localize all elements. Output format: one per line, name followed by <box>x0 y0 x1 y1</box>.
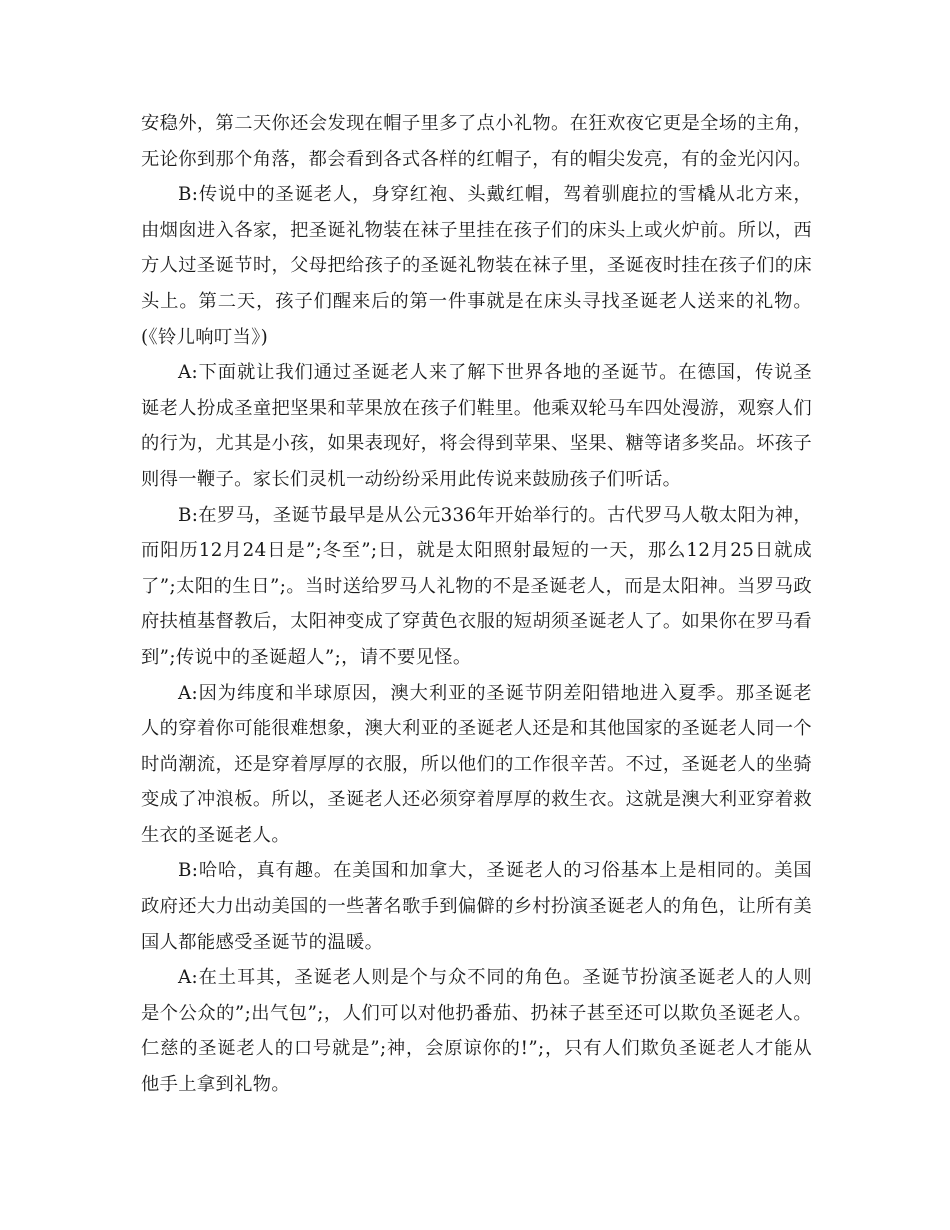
paragraph-b-rome: B:在罗马，圣诞节最早是从公元336年开始举行的。古代罗马人敬太阳为神，而阳历12月24日是”;冬至”;日，就是太阳照射最短的一天，那么12月25日就成了”;太阳的生日”;。当时送给罗马人礼物的不是圣诞老人，而是太阳神。当罗马政府扶植基督教后，太阳神变成了穿黄色衣服的短胡须圣诞老人了。如果你在罗马看到”;传说中的圣诞超人”;，请不要见怪。 <box>141 504 812 668</box>
paragraph-a-turkey: A:在土耳其，圣诞老人则是个与众不同的角色。圣诞节扮演圣诞老人的人则是个公众的”;出气包”;，人们可以对他扔番茄、扔袜子甚至还可以欺负圣诞老人。仁慈的圣诞老人的口号就是”;神，会原谅你的!”;，只有人们欺负圣诞老人才能从他手上拿到礼物。 <box>141 967 812 1096</box>
paragraph-b-santa-legend: B:传说中的圣诞老人，身穿红袍、头戴红帽，驾着驯鹿拉的雪橇从北方来，由烟囱进入各家，把圣诞礼物装在袜子里挂在孩子们的床头上或火炉前。所以，西方人过圣诞节时，父母把给孩子的圣诞礼物装在袜子里，圣诞夜时挂在孩子们的床头上。第二天，孩子们醒来后的第一件事就是在床头寻找圣诞老人送来的礼物。(《铃儿响叮当》) <box>141 184 812 348</box>
paragraph-a-germany: A:下面就让我们通过圣诞老人来了解下世界各地的圣诞节。在德国，传说圣诞老人扮成圣童把坚果和苹果放在孩子们鞋里。他乘双轮马车四处漫游，观察人们的行为，尤其是小孩，如果表现好，将会得到苹果、坚果、糖等诸多奖品。坏孩子则得一鞭子。家长们灵机一动纷纷采用此传说来鼓励孩子们听话。 <box>141 362 812 490</box>
paragraph-b-usa-canada: B:哈哈，真有趣。在美国和加拿大，圣诞老人的习俗基本上是相同的。美国政府还大力出动美国的一些著名歌手到偏僻的乡村扮演圣诞老人的角色，让所有美国人都能感受圣诞节的温暖。 <box>141 860 812 953</box>
paragraph-continuation: 安稳外，第二天你还会发现在帽子里多了点小礼物。在狂欢夜它更是全场的主角，无论你到那个角落，都会看到各式各样的红帽子，有的帽尖发亮，有的金光闪闪。 <box>141 113 812 170</box>
paragraph-a-australia: A:因为纬度和半球原因，澳大利亚的圣诞节阴差阳错地进入夏季。那圣诞老人的穿着你可能很难想象，澳大利亚的圣诞老人还是和其他国家的圣诞老人同一个时尚潮流，还是穿着厚厚的衣服，所以他们的工作很辛苦。不过，圣诞老人的坐骑变成了冲浪板。所以，圣诞老人还必须穿着厚厚的救生衣。这就是澳大利亚穿着救生衣的圣诞老人。 <box>141 682 812 846</box>
document-body <box>141 106 812 1103</box>
